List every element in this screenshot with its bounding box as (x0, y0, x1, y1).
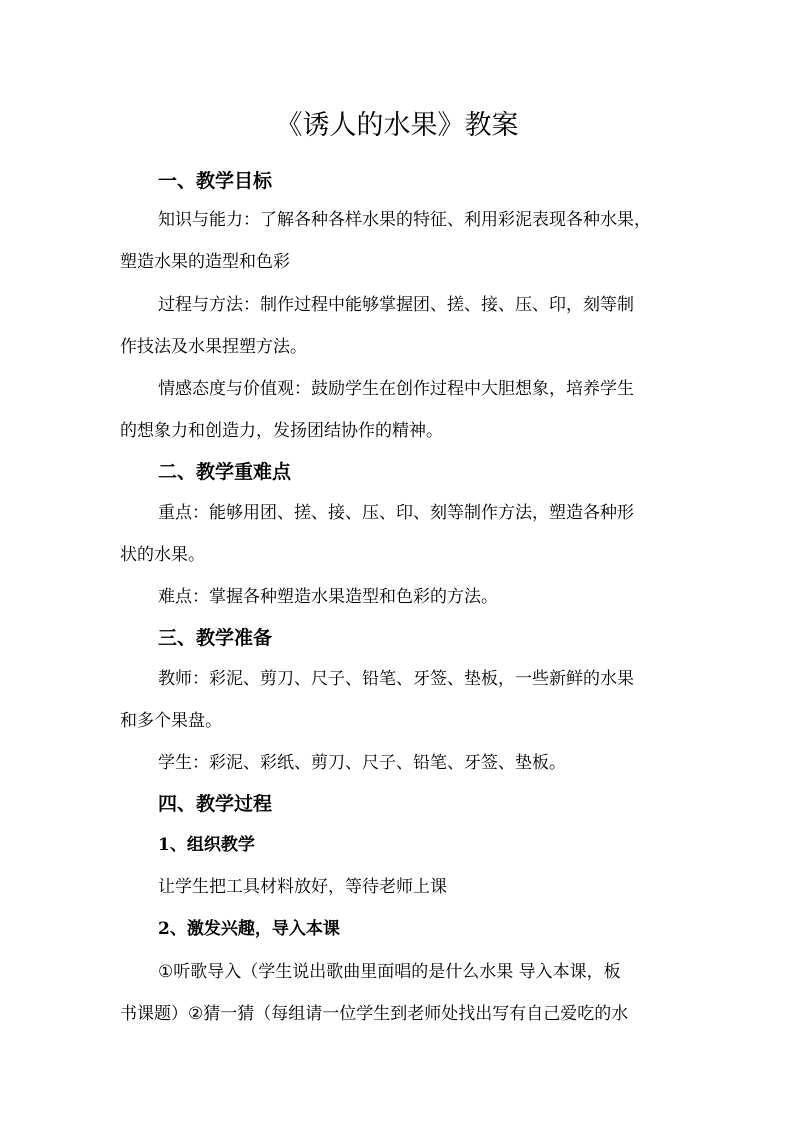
paragraph-line: 难点：掌握各种塑造水果造型和色彩的方法。 (158, 587, 498, 607)
paragraph-line: 塑造水果的造型和色彩 (120, 252, 290, 272)
paragraph-line: 和多个果盘。 (120, 711, 222, 731)
section-heading-key-points: 二、教学重难点 (158, 461, 292, 483)
paragraph-line: 书课题）②猜一猜（每组请一位学生到老师处找出写有自己爱吃的水 (120, 1004, 629, 1024)
paragraph-line: 情感态度与价值观：鼓励学生在创作过程中大胆想象，培养学生 (158, 379, 634, 399)
paragraph-line: 状的水果。 (120, 545, 205, 565)
paragraph-line: 教师：彩泥、剪刀、尺子、铅笔、牙签、垫板，一些新鲜的水果 (158, 669, 634, 689)
paragraph-line: 重点：能够用团、搓、接、压、印、刻等制作方法，塑造各种形 (158, 503, 634, 523)
section-heading-process: 四、教学过程 (158, 793, 273, 815)
section-heading-objectives: 一、教学目标 (158, 170, 273, 192)
subheading-organize: 1、组织教学 (158, 835, 255, 855)
paragraph-line: 知识与能力：了解各种各样水果的特征、利用彩泥表现各种水果， (158, 210, 651, 230)
paragraph-line: 过程与方法：制作过程中能够掌握团、搓、接、压、印，刻等制 (158, 295, 634, 315)
paragraph-line: 学生：彩泥、彩纸、剪刀、尺子、铅笔、牙签、垫板。 (158, 753, 566, 773)
section-heading-preparation: 三、教学准备 (158, 627, 273, 649)
subheading-introduction: 2、激发兴趣，导入本课 (158, 919, 340, 939)
paragraph-line: ①听歌导入（学生说出歌曲里面唱的是什么水果 导入本课，板 (158, 962, 621, 982)
paragraph-line: 作技法及水果捏塑方法。 (120, 337, 307, 357)
paragraph-line: 的想象力和创造力，发扬团结协作的精神。 (120, 421, 443, 441)
paragraph-line: 让学生把工具材料放好，等待老师上课 (158, 877, 447, 897)
document-title: 《诱人的水果》教案 (275, 110, 519, 141)
